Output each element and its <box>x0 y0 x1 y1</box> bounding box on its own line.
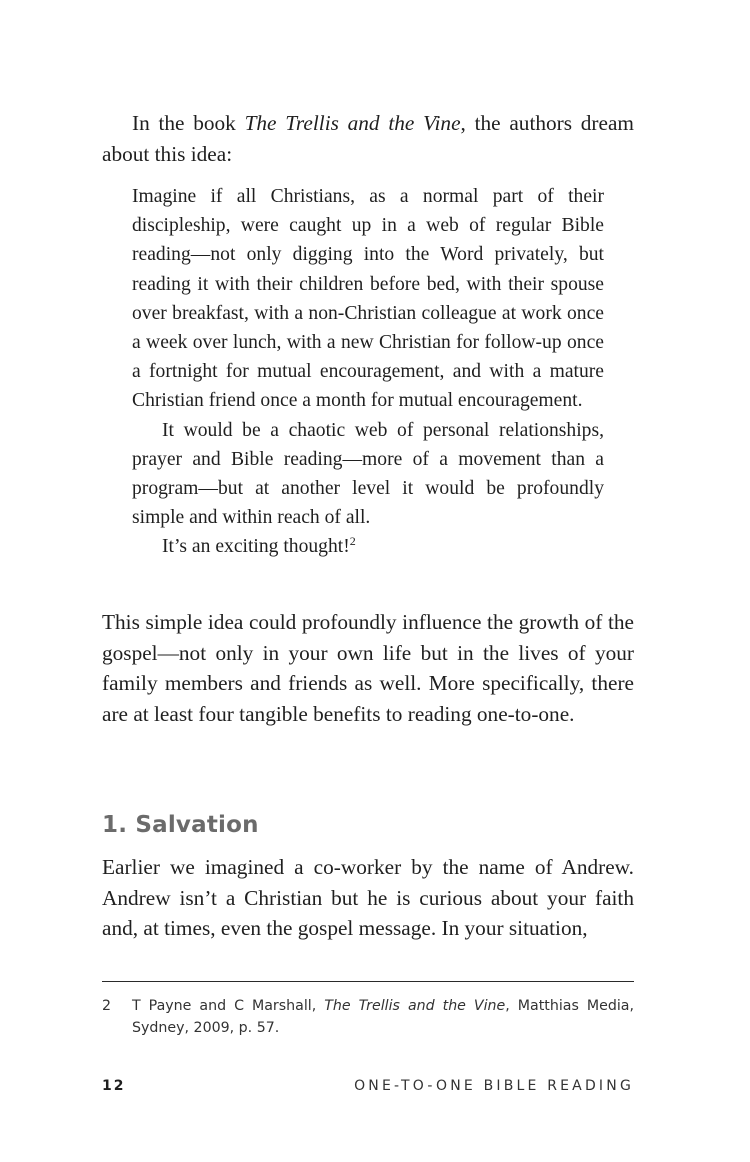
running-title: ONE-TO-ONE BIBLE READING <box>354 1078 634 1094</box>
footnote <box>102 995 634 1039</box>
footnote-reference: 2 <box>349 534 356 549</box>
quote-paragraph-3 <box>132 532 604 561</box>
footnote-text-before: T Payne and C Marshall, <box>132 998 325 1014</box>
intro-paragraph <box>102 108 634 169</box>
section-paragraph: Earlier we imagined a co-worker by the name of Andrew. Andrew isn’t a Christian but he is curious about your faith and, at times, even the gospel message. In your situation, <box>102 855 634 941</box>
block-quote <box>132 182 604 562</box>
footnote-divider <box>102 981 634 982</box>
page-number: 12 <box>102 1078 126 1094</box>
intro-book-title: The Trellis and the Vine <box>244 111 461 135</box>
footnote-text-after: , Matthias Media, Sydney, 2009, p. 57. <box>132 998 634 1036</box>
intro-text-after: , the authors dream about this idea: <box>102 111 634 166</box>
footnote-number: 2 <box>102 998 112 1014</box>
body-paragraph: This simple idea could profoundly influence the growth of the gospel—not only in your own life but in the lives of your family members and friends as well. More specifically, there are at least four tangible benefits to reading one-to-one. <box>102 610 634 727</box>
footnote-text <box>132 995 634 1039</box>
quote-closing-text: It’s an exciting thought! <box>162 536 350 558</box>
footnote-book-title: The Trellis and the Vine <box>324 998 506 1014</box>
quote-paragraph-1: Imagine if all Christians, as a normal part of their discipleship, were caught up in a web of regular Bible reading—not only digging into the Word privately, but reading it with their children before bed, with their spouse over breakfast, with a non-Christian colleague at work once a week over lunch, with a new Christian for follow-up once a fortnight for mutual encouragement, and with a mature Christian friend once a month for mutual encouragement. <box>132 186 604 412</box>
section-heading: 1. Salvation <box>102 812 259 838</box>
quote-paragraph-2: It would be a chaotic web of personal relationships, prayer and Bible reading—more of a movement than a program—but at another level it would be profoundly simple and within reach of all. <box>132 419 604 529</box>
intro-text-before: In the book <box>132 111 245 135</box>
